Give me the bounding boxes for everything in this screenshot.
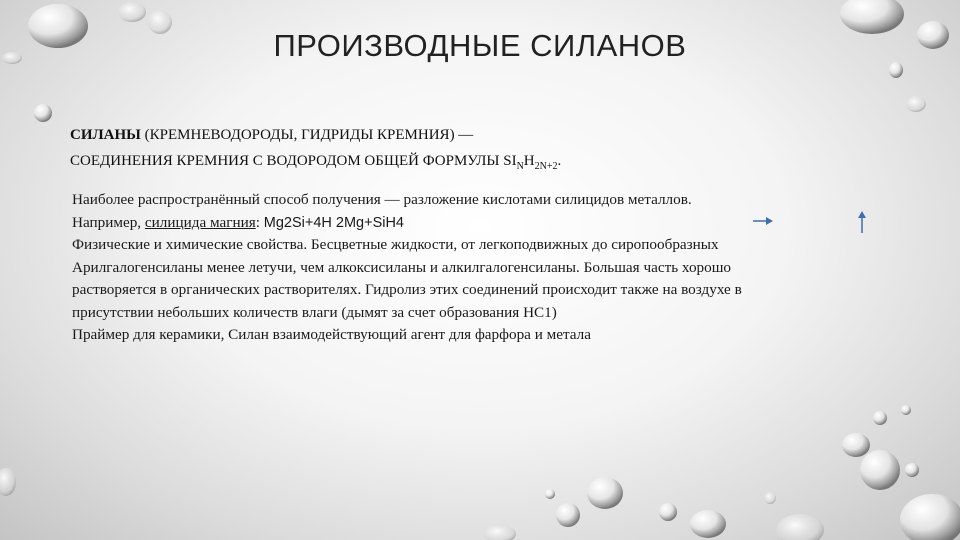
body-paragraphs xyxy=(72,189,892,347)
body-line-6: присутствии небольших количеств влаги (дымят за счет образования HC1) xyxy=(72,303,557,321)
definition-synonyms: (КРЕМНЕВОДОРОДЫ, ГИДРИДЫ КРЕМНИЯ) — xyxy=(140,127,474,143)
reaction-formula: Mg2Si+4H 2Mg+SiH4 xyxy=(263,214,405,231)
up-arrow-icon xyxy=(855,210,869,234)
body-line-7: Праймер для керамики, Силан взаимодействующий агент для фарфора и метала xyxy=(72,326,591,343)
definition-line-1 xyxy=(70,122,890,148)
body-line-1: Наиболее распространённый способ получения — разложение кислотами силицидов металлов. xyxy=(72,191,692,208)
formula-h: H xyxy=(523,153,535,169)
definition-line-2 xyxy=(70,148,890,180)
drop-bottom-right xyxy=(484,405,960,540)
right-arrow-icon xyxy=(752,215,774,227)
body-line-3: Физические и химические свойства. Бесцветные жидкости, от легкоподвижных до сиропообразных xyxy=(72,236,719,253)
body-line-4: Арилгалогенсиланы менее летучи, чем алкоксисиланы и алкилгалогенсиланы. Большая часть хорошо xyxy=(72,258,732,276)
term-silanes: СИЛАНЫ xyxy=(70,127,141,143)
drop-bottom-left xyxy=(0,468,16,496)
magnesium-silicide-link[interactable]: силицида магния xyxy=(144,213,256,231)
formula-period: . xyxy=(557,153,562,169)
body-line-5: растворяется в органических растворителях. Гидролиз этих соединений происходит также на воздухе в xyxy=(72,281,742,298)
example-colon: : xyxy=(255,213,264,231)
definition-block xyxy=(70,122,890,180)
definition-text: СОЕДИНЕНИЯ КРЕМНИЯ С ВОДОРОДОМ ОБЩЕЙ ФОРМУЛЫ SI xyxy=(70,153,517,169)
slide-title: ПРОИЗВОДНЫЕ СИЛАНОВ xyxy=(273,28,687,63)
formula-sub-2n2: 2N+2 xyxy=(534,161,558,172)
example-prefix: Например, xyxy=(72,213,145,231)
formula-sub-n: N xyxy=(516,161,524,172)
